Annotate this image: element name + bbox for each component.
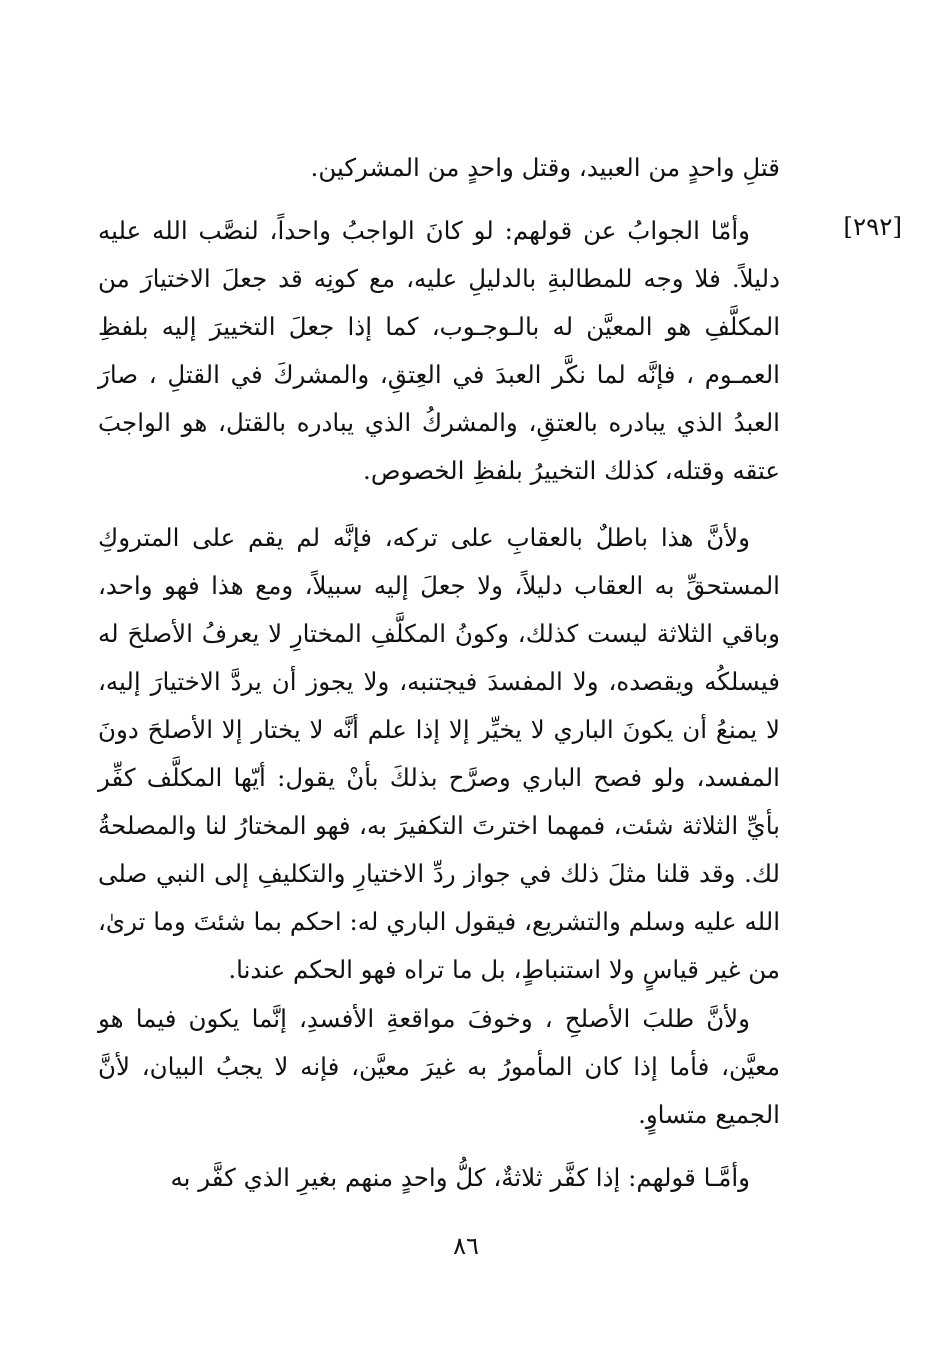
section-marker: [٢٩٢]	[843, 212, 902, 241]
paragraph-2: وأمّا الجوابُ عن قولهم: لو كانَ الواجبُ واحداً، لنصَّب الله عليه دليلاً. فلا وجه للمطالبةِ بالدليلِ عليه، مع كونِه قد جعلَ الاختيارَ من المكلَّفِ هو المعيَّن له بالـوجـوب، كما إذا جعلَ التخييرَ إليه بلفظِ العمـوم ، فإنَّه لما نكَّر العبدَ في العِتقِ، والمشركَ في القتلِ ، صارَ العبدُ الذي يبادره بالعتقِ، والمشركُ الذي يبادره بالقتل، هو الواجبَ عتقه وقتله، كذلك التخييرُ بلفظِ الخصوص.	[98, 216, 780, 485]
paragraph-5: وأمَّـا قولهم: إذا كفَّر ثلاثةٌ، كلُّ واحدٍ منهم بغيرِ الذي كفَّر به	[170, 1163, 750, 1192]
text-block-4	[98, 995, 780, 1139]
text-continuation	[98, 144, 780, 192]
page-number: ٨٦	[453, 1232, 479, 1260]
text-block-5	[98, 1154, 780, 1202]
paragraph-3: ولأنَّ هذا باطلٌ بالعقابِ على تركه، فإنَّه لم يقم على المتروكِ المستحقِّ به العقاب دليلاً، ولا جعلَ إليه سبيلاً، ومع هذا فهو واحد، وباقي الثلاثة ليست كذلك، وكونُ المكلَّفِ المختارِ لا يعرفُ الأصلحَ له فيسلكُه ويقصده، ولا المفسدَ فيجتنبه، ولا يجوز أن يردَّ الاختيارَ إليه، لا يمنعُ أن يكونَ الباري لا يخيِّر إلا إذا علم أنَّه لا يختار إلا الأصلحَ دونَ المفسد، ولو فصح الباري وصرَّح بذلكَ بأنْ يقول: أيّها المكلَّف كفِّر بأيِّ الثلاثة شئت، فمهما اخترتَ التكفيرَ به، فهو المختارُ لنا والمصلحةُ لك. وقد قلنا مثلَ ذلك في جواز ردِّ الاختيارِ والتكليفِ إلى النبي صلى الله عليه وسلم والتشريع، فيقول الباري له: احكم بما شئتَ وما ترىٰ، من غير قياسٍ ولا استنباطٍ، بل ما تراه فهو الحكم عندنا.	[98, 523, 780, 984]
text-section-292	[98, 207, 780, 495]
paragraph-4: ولأنَّ طلبَ الأصلحِ ، وخوفَ مواقعةِ الأفسدِ، إنَّما يكون فيما هو معيَّن، فأما إذا كان المأمورُ به غيرَ معيَّن، فإنه لا يجبُ البيان، لأنَّ الجميع متساوٍ.	[98, 1004, 780, 1129]
paragraph-1: قتلِ واحدٍ من العبيد، وقتل واحدٍ من المشركين.	[310, 153, 780, 182]
text-block-3	[98, 514, 780, 994]
